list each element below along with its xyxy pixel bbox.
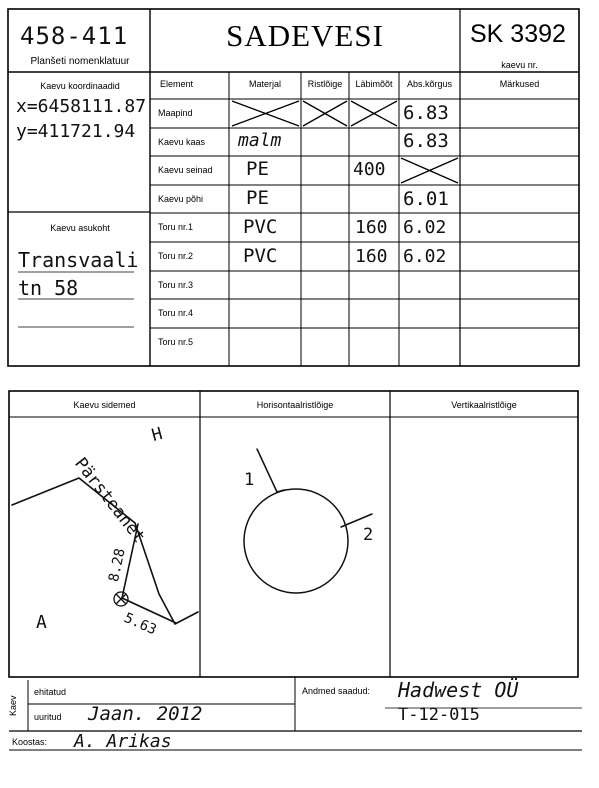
location-line-1: Transvaali xyxy=(18,248,139,272)
table-row-material: PE xyxy=(246,187,269,209)
vertical-section-label: Vertikaalristlõige xyxy=(451,400,517,410)
surveyed-label: uuritud xyxy=(34,712,62,722)
table-row-material: malm xyxy=(238,130,282,151)
coordinates-label: Kaevu koordinaadid xyxy=(40,81,120,91)
table-row-diameter: 160 xyxy=(355,246,388,267)
column-header-notes: Märkused xyxy=(499,79,540,89)
table-row-elevation: 6.83 xyxy=(403,130,449,152)
table-row-elevation: 6.02 xyxy=(403,246,447,267)
table-row-element: Toru nr.3 xyxy=(158,280,194,290)
well-circle xyxy=(244,489,348,593)
table-row-element: Kaevu kaas xyxy=(158,137,206,147)
location-line-2: tn 58 xyxy=(18,276,79,300)
well-number-value: SK 3392 xyxy=(470,20,566,48)
location-label: Kaevu asukoht xyxy=(50,223,110,233)
table-row-material: PVC xyxy=(243,216,278,238)
table-row-element: Maapind xyxy=(158,108,193,118)
page-title: SADEVESI xyxy=(226,18,384,53)
table-row-material: PVC xyxy=(243,245,278,267)
table-row-diameter: 160 xyxy=(355,217,388,238)
pipe-2-label: 2 xyxy=(363,525,374,545)
table-row-element: Kaevu põhi xyxy=(158,194,204,204)
pipe-1-stub xyxy=(277,490,284,492)
table-row-element: Toru nr.5 xyxy=(158,337,194,347)
table-row-element: Kaevu seinad xyxy=(158,165,213,175)
letter-h-annotation: H xyxy=(149,424,165,446)
nomenclature-value: 458-411 xyxy=(20,22,129,50)
street-annotation: Pärsteanet xyxy=(70,454,150,547)
pipe-1-line xyxy=(257,449,277,492)
built-label: ehitatud xyxy=(34,687,67,697)
table-row-elevation: 6.02 xyxy=(403,217,447,238)
table-row-elevation: 6.01 xyxy=(403,188,449,210)
data-source-reference: T-12-015 xyxy=(398,705,480,725)
coordinate-x: x=6458111.87 xyxy=(16,96,147,117)
horizontal-section-label: Horisontaalristlõige xyxy=(256,400,334,410)
compiled-label: Koostas: xyxy=(12,737,48,747)
table-row-element: Toru nr.2 xyxy=(158,251,194,261)
well-number-label: kaevu nr. xyxy=(501,60,538,70)
well-label: Kaev xyxy=(8,695,18,716)
column-header-diameter: Läbimõõt xyxy=(355,79,393,89)
table-row-diameter: 400 xyxy=(353,159,386,180)
pipe-1-label: 1 xyxy=(244,470,255,490)
distance-annotation-2: 5.63 xyxy=(121,610,159,639)
letter-a-annotation: A xyxy=(36,612,47,633)
table-row-material: PE xyxy=(246,158,269,180)
surveyed-value: Jaan. 2012 xyxy=(88,703,203,725)
column-header-element: Element xyxy=(160,79,194,89)
nomenclature-label: Planšeti nomenklatuur xyxy=(30,56,130,67)
ties-section-label: Kaevu sidemed xyxy=(73,400,136,410)
table-row-elevation: 6.83 xyxy=(403,102,449,124)
distance-annotation-1: 8.28 xyxy=(106,547,129,584)
column-header-cross-section: Ristlõige xyxy=(307,79,343,89)
compiled-value: A. Arikas xyxy=(74,731,172,752)
table-row-element: Toru nr.4 xyxy=(158,308,194,318)
column-header-elevation: Abs.kõrgus xyxy=(406,79,453,89)
data-source-value: Hadwest OÜ xyxy=(398,678,519,702)
column-header-material: Materjal xyxy=(248,79,281,89)
data-source-label: Andmed saadud: xyxy=(302,686,371,696)
coordinate-y: y=411721.94 xyxy=(16,121,136,142)
table-row-element: Toru nr.1 xyxy=(158,222,194,232)
